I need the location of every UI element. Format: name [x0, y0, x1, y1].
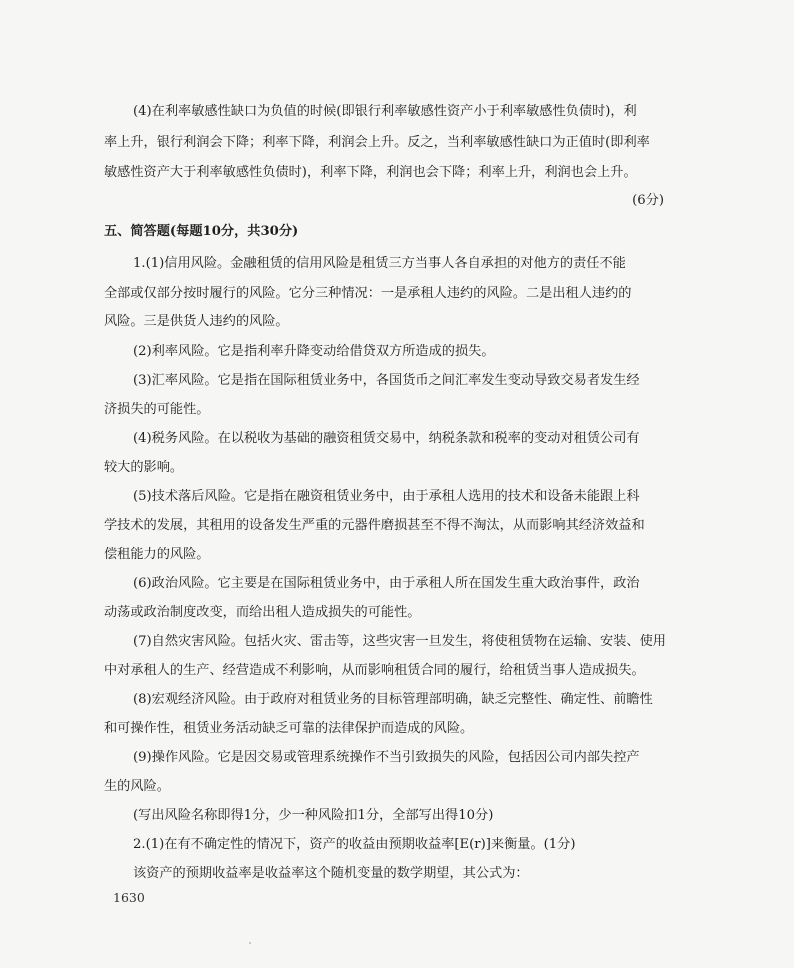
q1-risk-3-line-1: (3)汇率风险。它是指在国际租赁业务中，各国货币之间汇率发生变动导致交易者发生经: [133, 373, 640, 388]
p4-score: (6分): [632, 193, 664, 208]
q1-risk-7-line-2: 中对承租人的生产、经营造成不利影响，从而影响租赁合同的履行，给租赁当事人造成损失。: [104, 663, 645, 678]
section-5-heading: 五、简答题(每题10分，共30分): [104, 224, 299, 239]
scan-speck: [249, 942, 251, 944]
p4-line-1: (4)在利率敏感性缺口为负值的时候(即银行利率敏感性资产小于利率敏感性负债时)，利: [133, 104, 637, 119]
q1-risk-8-line-1: (8)宏观经济风险。由于政府对租赁业务的目标管理部明确，缺乏完整性、确定性、前瞻性: [133, 692, 653, 707]
q1-risk-6-line-2: 动荡或政治制度改变，而给出租人造成损失的可能性。: [104, 605, 421, 620]
q1-risk-8-line-2: 和可操作性，租赁业务活动缺乏可靠的法律保护而造成的风险。: [104, 721, 474, 736]
q1-scoring-note: (写出风险名称即得1分，少一种风险扣1分，全部写出得10分): [133, 808, 494, 823]
q1-risk-1-line-1: 1.(1)信用风险。金融租赁的信用风险是租赁三方当事人各自承担的对他方的责任不能: [133, 256, 626, 271]
q1-risk-1-line-3: 风险。三是供货人违约的风险。: [104, 314, 289, 329]
q1-risk-9-line-1: (9)操作风险。它是因交易或管理系统操作不当引致损失的风险，包括因公司内部失控产: [133, 750, 640, 765]
q1-risk-5-line-1: (5)技术落后风险。它是指在融资租赁业务中，由于承租人选用的技术和设备未能跟上科: [133, 489, 640, 504]
q1-risk-1-line-2: 全部或仅部分按时履行的风险。它分三种情况：一是承租人违约的风险。二是出租人违约的: [104, 286, 632, 301]
q1-risk-9-line-2: 生的风险。: [104, 779, 170, 794]
q1-risk-7-line-1: (7)自然灾害风险。包括火灾、雷击等，这些灾害一旦发生，将使租赁物在运输、安装、使用: [133, 634, 666, 649]
q1-risk-5-line-2: 学技术的发展，其租用的设备发生严重的元器件磨损甚至不得不淘汰，从而影响其经济效益和: [104, 518, 645, 533]
q1-risk-4-line-1: (4)税务风险。在以税收为基础的融资租赁交易中，纳税条款和税率的变动对租赁公司有: [133, 431, 640, 446]
p4-line-2: 率上升，银行利润会下降；利率下降，利润会上升。反之，当利率敏感性缺口为正值时(即利率: [104, 135, 650, 150]
q2-line-2: 该资产的预期收益率是收益率这个随机变量的数学期望，其公式为：: [133, 866, 529, 881]
q1-risk-3-line-2: 济损失的可能性。: [104, 402, 210, 417]
q1-risk-4-line-2: 较大的影响。: [104, 460, 184, 475]
q1-risk-5-line-3: 偿租能力的风险。: [104, 547, 210, 562]
q1-risk-6-line-1: (6)政治风险。它主要是在国际租赁业务中，由于承租人所在国发生重大政治事件，政治: [133, 576, 640, 591]
p4-line-3: 敏感性资产大于利率敏感性负债时)，利率下降，利润也会下降；利率上升，利润也会上升。: [104, 165, 637, 180]
q2-line-1: 2.(1)在有不确定性的情况下，资产的收益由预期收益率[E(r)]来衡量。(1分): [133, 837, 576, 852]
page-number: 1630: [113, 890, 145, 905]
q1-risk-2: (2)利率风险。它是指利率升降变动给借贷双方所造成的损失。: [133, 344, 495, 359]
